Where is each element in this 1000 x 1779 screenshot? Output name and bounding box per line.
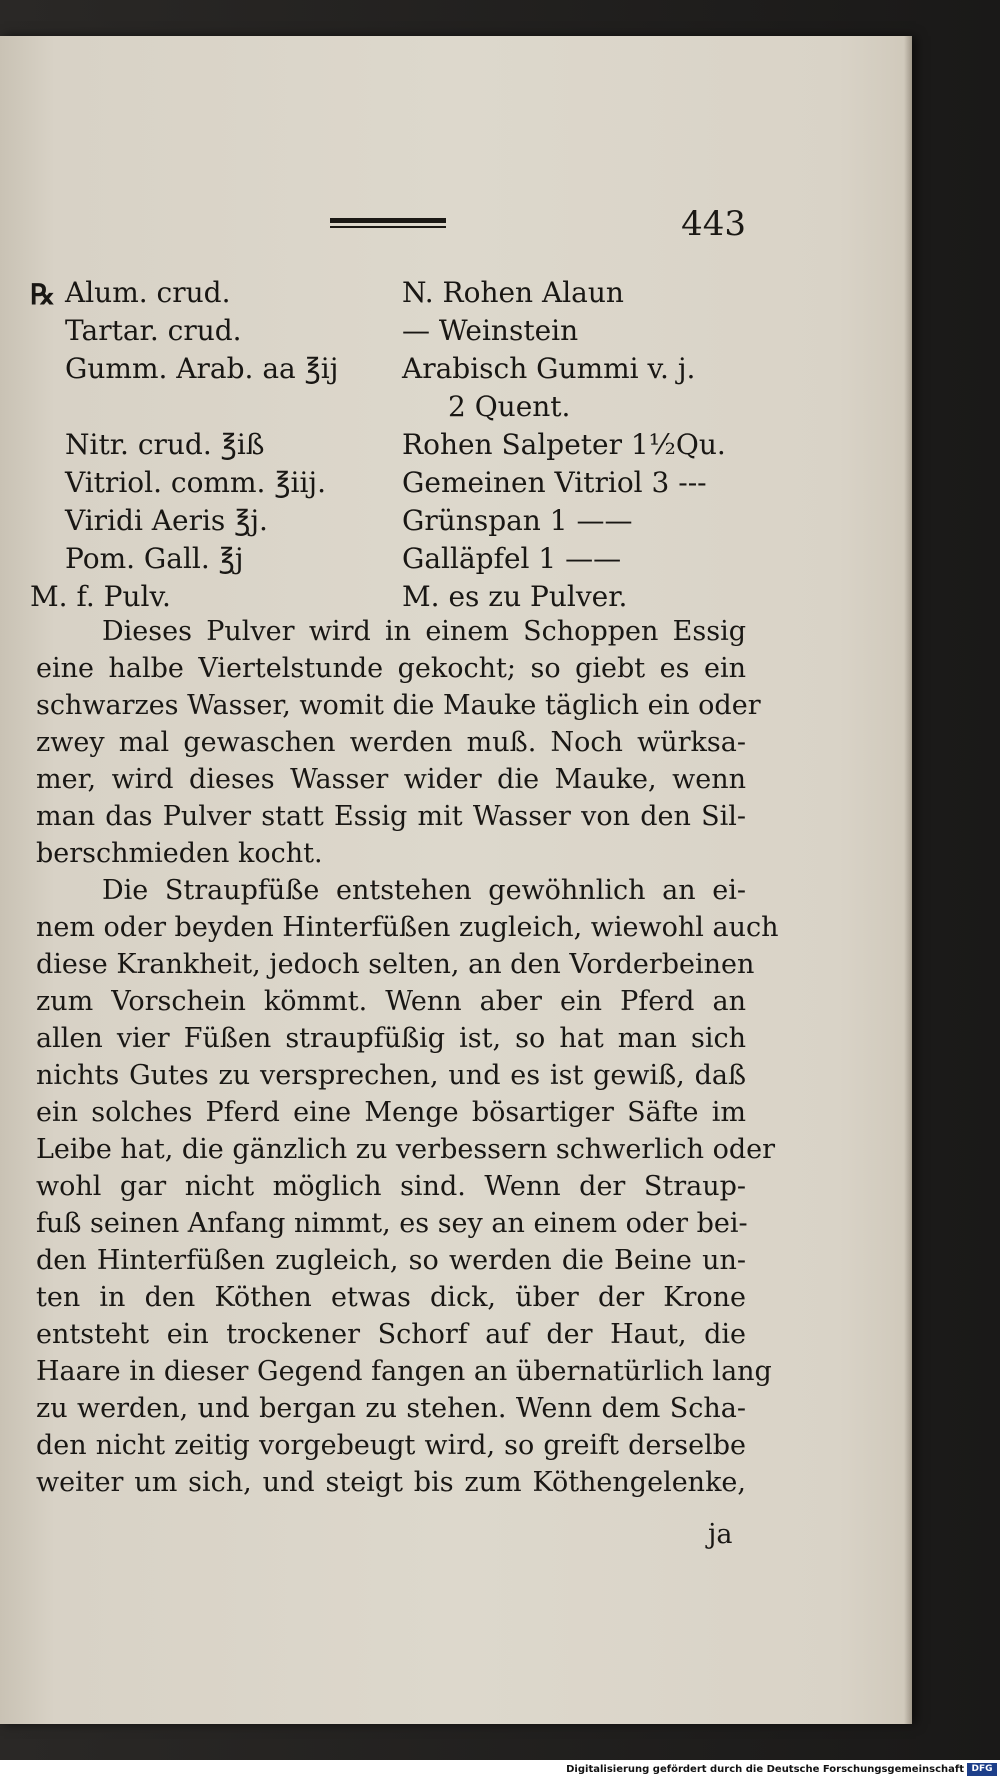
text-line: wohl gar nicht möglich sind. Wenn der Straup-: [36, 1171, 746, 1202]
latin-ingredient: Gumm. Arab. aa ℥ij: [65, 352, 339, 385]
text-line: Dieses Pulver wird in einem Schoppen Essig: [102, 616, 746, 647]
text-line: den Hinterfüßen zugleich, so werden die Beine un-: [36, 1245, 746, 1276]
latin-ingredient: Vitriol. comm. ℥iij.: [65, 466, 326, 499]
latin-ingredient: Alum. crud.: [65, 276, 231, 309]
catchword: ja: [708, 1519, 733, 1550]
page-number: 443: [681, 204, 746, 244]
german-instruction: M. es zu Pulver.: [402, 580, 628, 613]
text-line: schwarzes Wasser, womit die Mauke täglich ein oder: [36, 690, 761, 721]
german-ingredient: 2 Quent.: [448, 390, 571, 423]
latin-ingredient: Tartar. crud.: [65, 314, 242, 347]
text-line: berschmieden kocht.: [36, 838, 323, 869]
german-ingredient: N. Rohen Alaun: [402, 276, 624, 309]
german-ingredient: Arabisch Gummi v. j.: [402, 352, 696, 385]
recipe-block: [30, 274, 760, 614]
text-line: allen vier Füßen straupfüßig ist, so hat man sich: [36, 1023, 746, 1054]
page-edge-shadow: [904, 36, 912, 1724]
text-line: entsteht ein trockener Schorf auf der Haut, die: [36, 1319, 746, 1350]
german-ingredients: [402, 274, 772, 614]
text-line: weiter um sich, und steigt bis zum Köthengelenke,: [36, 1467, 746, 1498]
text-line: nichts Gutes zu versprechen, und es ist gewiß, daß: [36, 1060, 746, 1091]
german-ingredient: — Weinstein: [402, 314, 579, 347]
text-line: zwey mal gewaschen werden muß. Noch würksa-: [36, 727, 746, 758]
text-line: ten in den Köthen etwas dick, über der Krone: [36, 1282, 746, 1313]
book-page: [0, 36, 912, 1724]
recipe-symbol: ℞: [30, 278, 56, 311]
latin-ingredient: Viridi Aeris ℥j.: [65, 504, 268, 537]
text-line: zu werden, und bergan zu stehen. Wenn dem Scha-: [36, 1393, 746, 1424]
header-rule: [330, 218, 446, 228]
latin-ingredients: [30, 274, 445, 614]
latin-ingredient: Pom. Gall. ℥j: [65, 542, 244, 575]
body-text: [36, 613, 779, 1563]
dfg-logo: DFG: [967, 1763, 997, 1776]
text-line: Haare in dieser Gegend fangen an übernatürlich lang: [36, 1356, 772, 1387]
text-line: diese Krankheit, jedoch selten, an den Vorderbeinen: [36, 949, 755, 980]
digitization-footer: [0, 1760, 1000, 1779]
german-ingredient: Rohen Salpeter 1½Qu.: [402, 428, 726, 461]
latin-ingredient: Nitr. crud. ℥iß: [65, 428, 265, 461]
german-ingredient: Galläpfel 1 ——: [402, 542, 622, 575]
text-line: nem oder beyden Hinterfüßen zugleich, wiewohl auch: [36, 912, 779, 943]
text-line: fuß seinen Anfang nimmt, es sey an einem oder bei-: [36, 1208, 748, 1239]
german-ingredient: Gemeinen Vitriol 3 ---: [402, 466, 707, 499]
text-line: den nicht zeitig vorgebeugt wird, so greift derselbe: [36, 1430, 746, 1461]
text-line: Die Straupfüße entstehen gewöhnlich an ei-: [102, 875, 746, 906]
text-line: ein solches Pferd eine Menge bösartiger Säfte im: [36, 1097, 746, 1128]
text-line: eine halbe Viertelstunde gekocht; so giebt es ein: [36, 653, 746, 684]
text-line: mer, wird dieses Wasser wider die Mauke, wenn: [36, 764, 746, 795]
funding-credit: Digitalisierung gefördert durch die Deutsche Forschungsgemeinschaft: [566, 1764, 964, 1775]
german-ingredient: Grünspan 1 ——: [402, 504, 633, 537]
header-rule-thick: [330, 218, 446, 223]
text-line: man das Pulver statt Essig mit Wasser von den Sil-: [36, 801, 746, 832]
latin-instruction: M. f. Pulv.: [30, 580, 171, 613]
text-line: Leibe hat, die gänzlich zu verbessern schwerlich oder: [36, 1134, 776, 1165]
header-rule-thin: [330, 226, 446, 228]
text-line: zum Vorschein kömmt. Wenn aber ein Pferd an: [36, 986, 746, 1017]
